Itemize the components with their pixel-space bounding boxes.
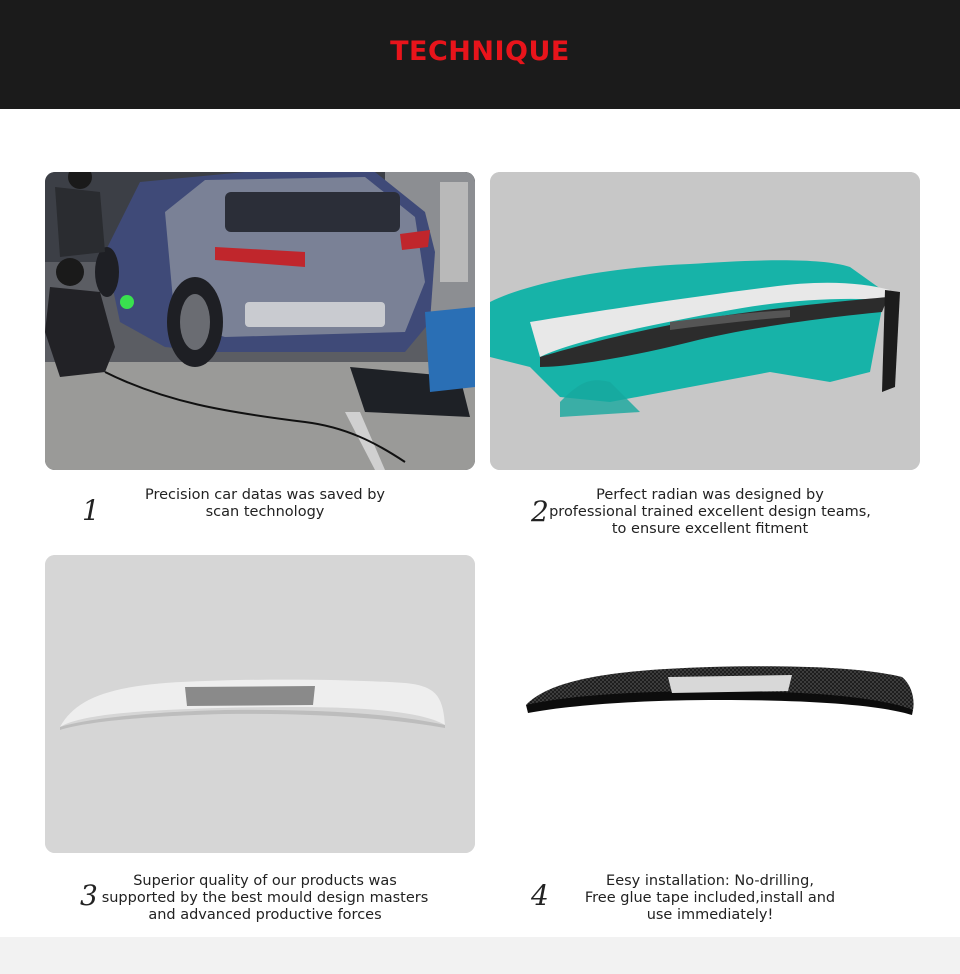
step-caption-3 <box>95 873 435 924</box>
step-2-line-1: Perfect radian was designed by <box>596 487 824 503</box>
step-4-line-2: Free glue tape included,install and <box>584 890 836 906</box>
step-number-2: 2 <box>531 495 549 528</box>
header-bar <box>0 0 960 109</box>
step-3-line-1: Superior quality of our products was <box>133 873 397 889</box>
step-number-1: 1 <box>82 494 100 527</box>
step-4-line-3: use immediately! <box>646 907 774 923</box>
step-number-4: 4 <box>531 879 549 912</box>
step-4-line-1: Eesy installation: No-drilling, <box>606 873 814 889</box>
step-caption-1 <box>115 487 415 521</box>
step-3-line-2: supported by the best mould design masters <box>101 890 429 906</box>
step-2-line-2: professional trained excellent design teams, <box>549 504 871 520</box>
step-3-line-3: and advanced productive forces <box>148 907 382 923</box>
step-1-line-1: Precision car datas was saved by <box>144 487 385 503</box>
step-caption-4 <box>560 873 860 924</box>
carbon-spoiler-image <box>490 555 920 853</box>
page-title: TECHNIQUE <box>390 36 570 67</box>
step-2-line-3: to ensure excellent fitment <box>611 521 809 537</box>
scan-photo <box>45 172 475 470</box>
scan-render-image <box>490 172 920 470</box>
step-1-line-2: scan technology <box>205 504 325 520</box>
mould-spoiler-image <box>45 555 475 853</box>
step-caption-2 <box>540 487 880 538</box>
step-number-3: 3 <box>80 879 98 912</box>
footer-band <box>0 937 960 974</box>
